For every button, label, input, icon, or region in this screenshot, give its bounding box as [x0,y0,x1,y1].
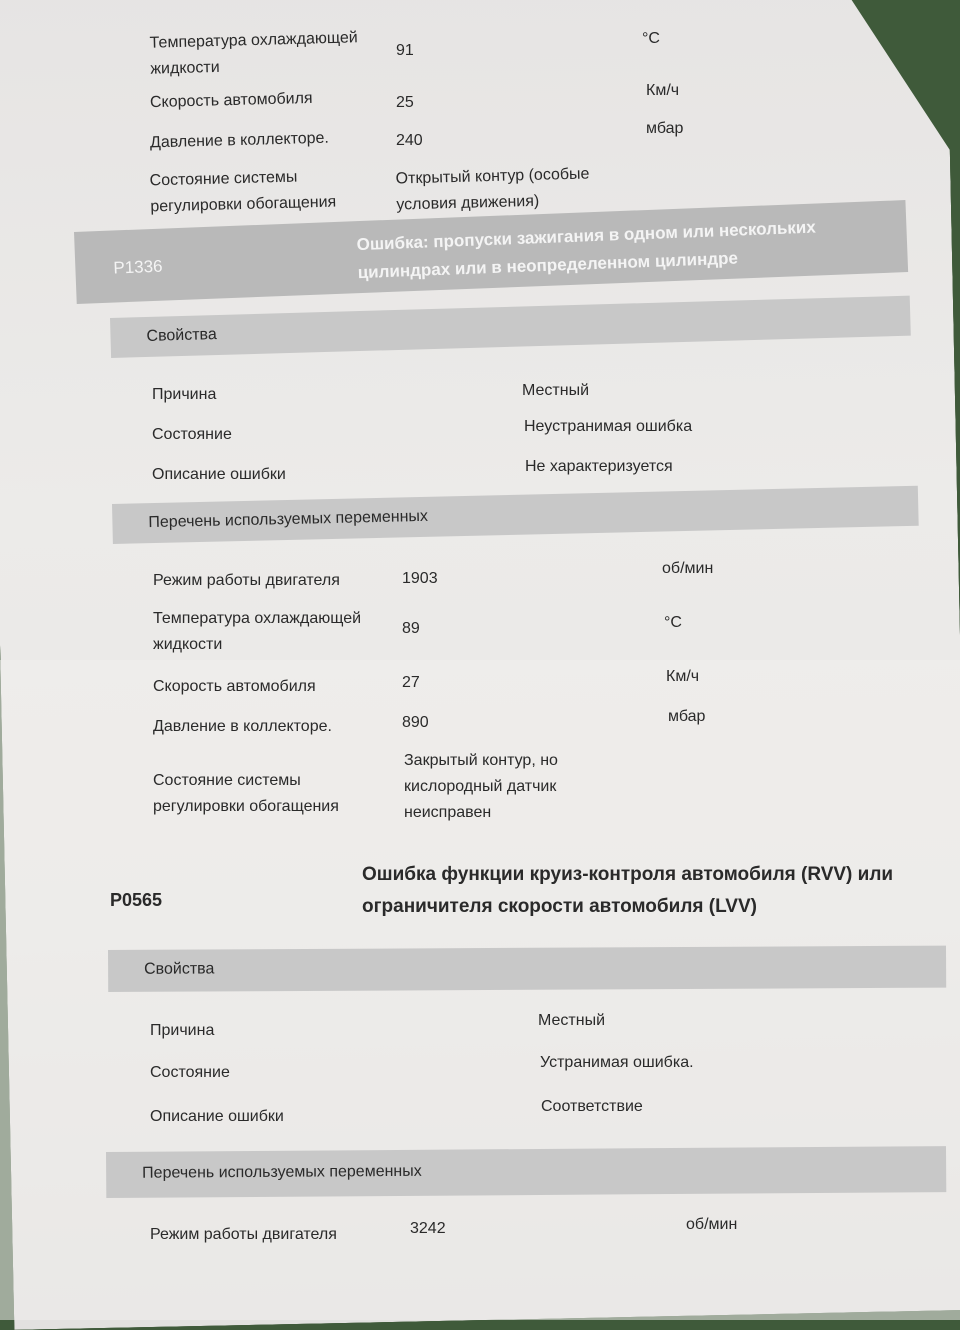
prop-label: Состояние [150,1064,230,1081]
fault-title-line1: Ошибка функции круиз-контроля автомобиля (RVV) или [362,864,894,885]
prop-label: Причина [152,386,217,403]
var-unit: об/мин [662,560,714,577]
var-label: Состояние системы регулировки обогащения [153,772,339,815]
var-value: Открытый контур (особые условия движения) [395,165,590,214]
var-value: 91 [396,42,414,59]
var-value: 1903 [402,570,438,587]
var-label: Температура охлаждающей жидкости [153,610,362,653]
prop-value: Не характеризуется [525,458,673,475]
prop-value: Местный [522,382,590,399]
var-unit: мбар [646,120,684,137]
fault-code: P1336 [113,256,163,278]
variables-header: Перечень используемых переменных [112,486,919,544]
variables-header: Перечень используемых переменных [106,1146,946,1198]
var-value: 240 [396,132,423,149]
var-value: 890 [402,714,429,731]
prop-value: Устранимая ошибка. [540,1054,694,1071]
var-value: Закрытый контур, но кислородный датчик неисправен [404,752,558,821]
prop-value: Соответствие [541,1098,643,1115]
var-label: Режим работы двигателя [153,572,340,589]
fault-title-line1: Ошибка: пропуски зажигания в одном или нескольких [356,217,817,255]
prop-label: Состояние [152,426,232,443]
properties-header: Свойства [108,946,946,992]
properties-header: Свойства [110,296,911,358]
prop-label: Описание ошибки [152,466,286,483]
var-unit: мбар [668,708,706,725]
var-unit: об/мин [686,1216,738,1233]
var-label: Давление в коллекторе. [149,129,330,152]
fault-code: P0565 [110,890,163,910]
prop-value: Местный [538,1012,606,1029]
fault-title-line2: ограничителя скорости автомобиля (LVV) [362,896,757,917]
var-unit: Км/ч [666,668,700,685]
var-unit: °C [642,30,660,47]
var-label: Режим работы двигателя [150,1226,337,1243]
prop-value: Неустранимая ошибка [524,418,693,435]
fault-title-line2: цилиндрах или в неопределенном цилиндре [357,248,739,283]
var-value: 27 [402,674,420,691]
var-label: Скорость автомобиля [153,678,316,695]
var-unit: °C [664,614,682,631]
var-label: Состояние системы регулировки обогащения [149,168,337,216]
var-value: 3242 [410,1220,446,1237]
var-unit: Км/ч [646,82,680,99]
var-label: Температура охлаждающей жидкости [149,29,358,78]
var-value: 89 [402,620,420,637]
prop-label: Описание ошибки [150,1108,284,1125]
prop-label: Причина [150,1022,215,1039]
var-value: 25 [396,94,414,111]
var-label: Давление в коллекторе. [153,718,332,735]
var-label: Скорость автомобиля [149,89,313,112]
